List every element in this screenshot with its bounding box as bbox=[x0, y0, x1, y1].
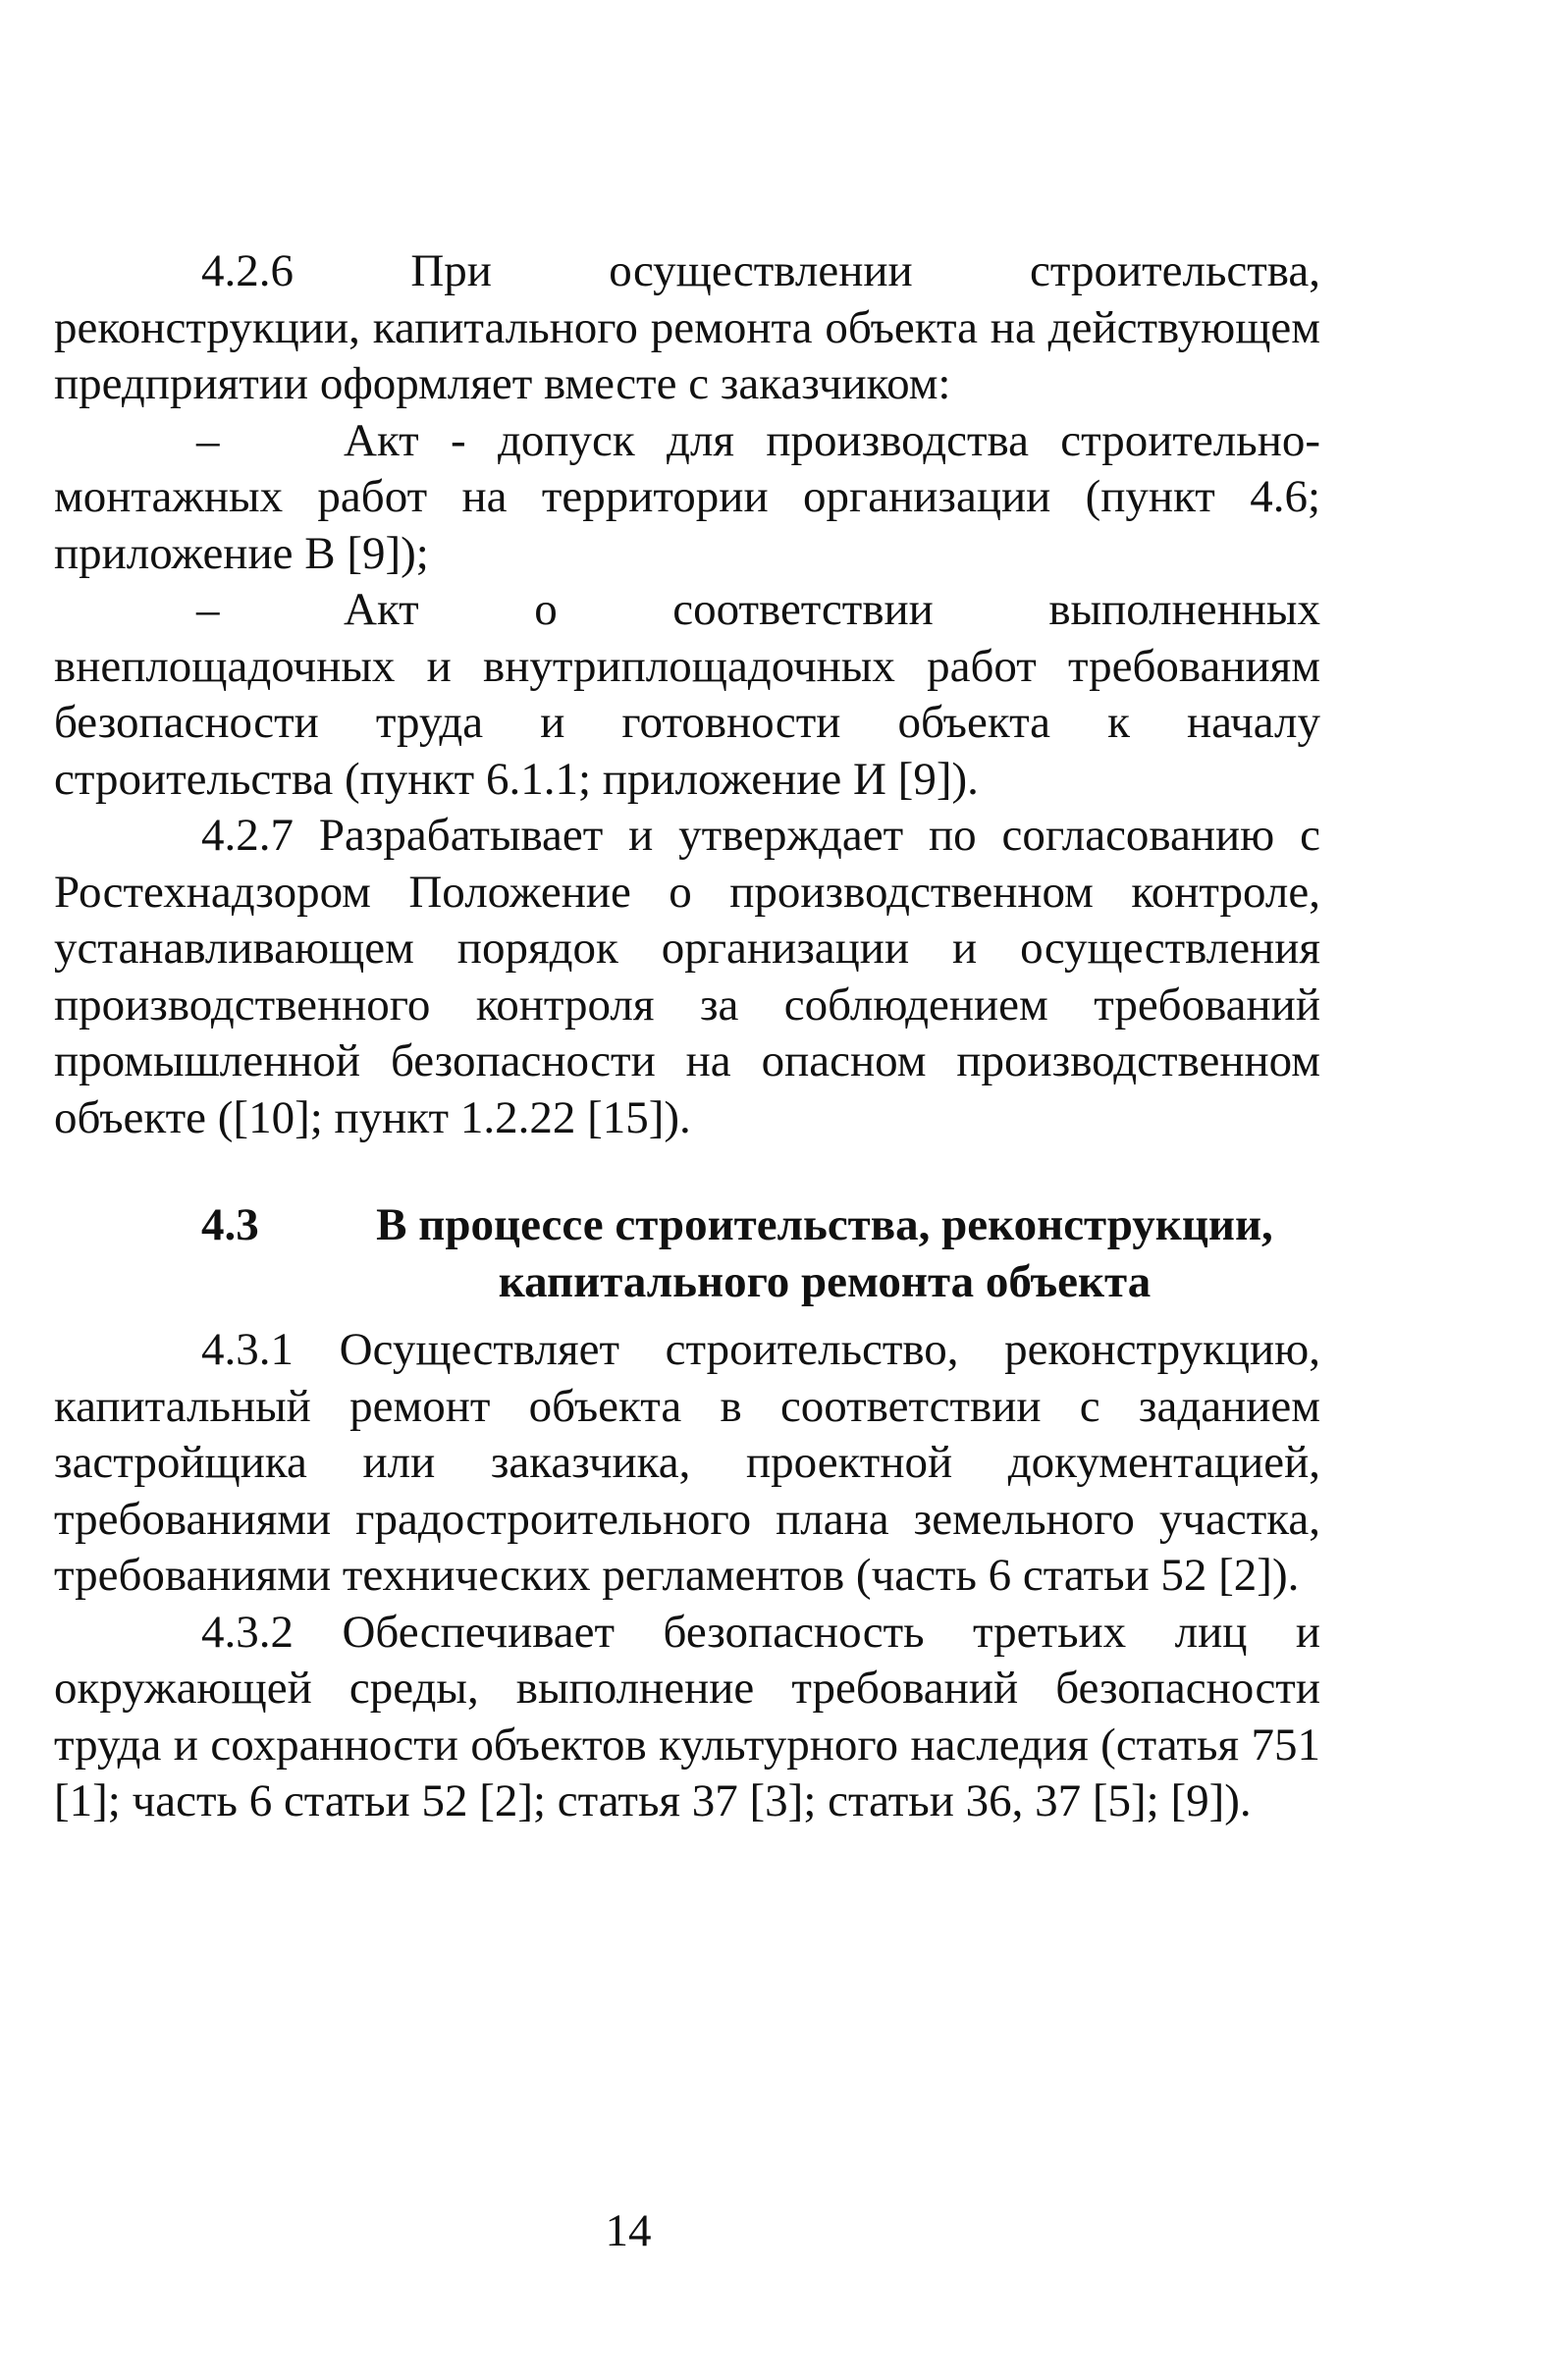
list-item-act-admission bbox=[54, 413, 1320, 583]
body-text bbox=[54, 243, 1320, 1830]
paragraph-4-2-7: 4.2.7 Разрабатывает и утверждает по согласованию с Ростехнадзором Положение о производственном контроле, устанавливающем порядок организации и осуществления производственного контроля за соблюдением требований промышленной безопасности на опасном производственном объекте ([10]; пункт 1.2.22 [15]). bbox=[54, 810, 1320, 1143]
list-item-text: Акт о соответствии выполненных внеплощадочных и внутриплощадочных работ требованиям безопасности труда и готовности объекта к началу строительства (пункт 6.1.1; приложение И [9]). bbox=[54, 584, 1320, 805]
section-title: В процессе строительства, реконструкции, капитального ремонта объекта bbox=[376, 1199, 1273, 1307]
paragraph-4-3-2: 4.3.2 Обеспечивает безопасность третьих лиц и окружающей среды, выполнение требований безопасности труда и сохранности объектов культурного наследия (статья 751 [1]; часть 6 статьи 52 [2]; статья 37 [3]; статьи 36, 37 [5]; [9]). bbox=[54, 1606, 1320, 1826]
list-dash: – bbox=[196, 414, 220, 466]
page-number: 14 bbox=[605, 2205, 652, 2256]
list-item-text: Акт - допуск для производства строительно-монтажных работ на территории организации (пункт 4.6; приложение В [9]); bbox=[54, 414, 1320, 579]
list-dash: – bbox=[196, 584, 220, 635]
section-heading-4-3 bbox=[54, 1197, 1320, 1310]
paragraph-4-3-1: 4.3.1 Осуществляет строительство, реконструкцию, капитальный ремонт объекта в соответствии с заданием застройщика или заказчика, проектной документацией, требованиями градостроительного плана земельного участка, требованиями технических регламентов (часть 6 статьи 52 [2]). bbox=[54, 1324, 1320, 1601]
paragraph-4-2-6: 4.2.6 При осуществлении строительства, реконструкции, капитального ремонта объекта на действующем предприятии оформляет вместе с заказчиком: bbox=[54, 245, 1320, 409]
list-item-act-compliance bbox=[54, 582, 1320, 808]
section-number: 4.3 bbox=[201, 1199, 259, 1250]
